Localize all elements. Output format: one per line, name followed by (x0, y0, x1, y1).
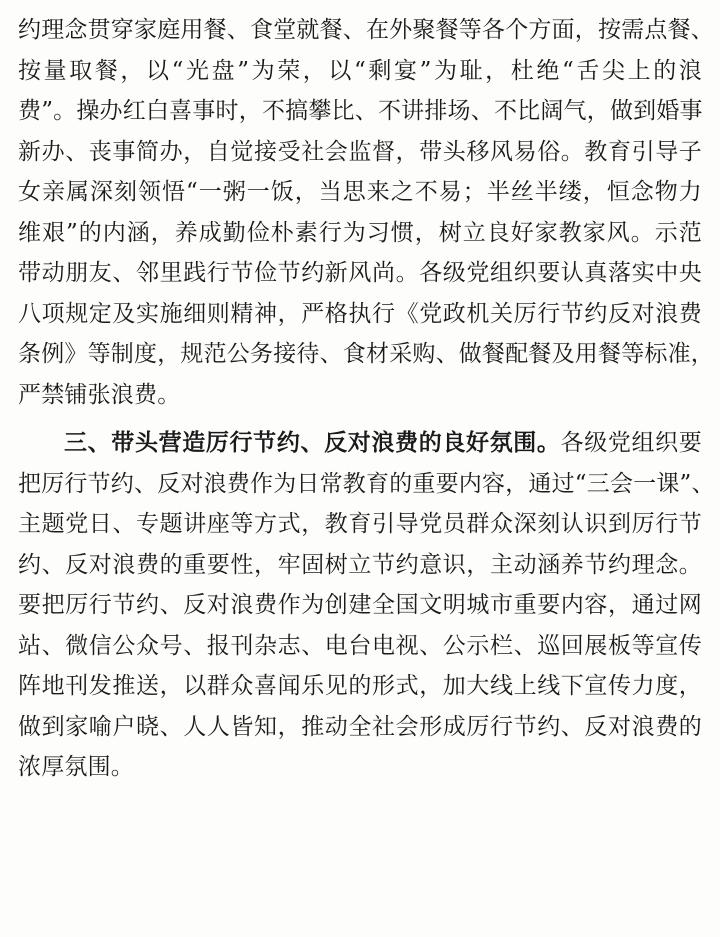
text-line: 费”。操办红白喜事时，不搞攀比、不讲排场、不比阔气，做到婚事 (18, 98, 703, 124)
text-line: 浓厚氛围。 (18, 754, 134, 780)
text-line: 严禁铺张浪费。 (18, 381, 181, 408)
text-line: 按量取餐，以“光盘”为荣，以“剩宴”为耻，杜绝“舌尖上的浪 (18, 57, 702, 84)
paragraph-2 (18, 423, 715, 788)
text-line: 带动朋友、邻里践行节俭节约新风尚。各级党组织要认真落实中央 (18, 260, 702, 286)
paragraph-1 (18, 10, 714, 415)
text-line: 主题党日、专题讲座等方式，教育引导党员群众深刻认识到厉行节 (18, 511, 702, 537)
text-line: 做到家喻户晓、人人皆知，推动全社会形成厉行节约、反对浪费的 (18, 713, 702, 740)
text-line: 把厉行节约、反对浪费作为日常教育的重要内容，通过“三会一课”、 (18, 470, 715, 497)
document-body (18, 10, 715, 788)
text-line: 要把厉行节约、反对浪费作为创建全国文明城市重要内容，通过网 (18, 592, 702, 618)
text-line: 条例》等制度，规范公务接待、食材采购、做餐配餐及用餐等标准， (18, 341, 714, 367)
heading-line-rest: 各级党组织要 (560, 430, 703, 456)
text-line: 女亲属深刻领悟“一粥一饭，当思来之不易；半丝半缕，恒念物力 (18, 179, 702, 205)
section-heading: 三、带头营造厉行节约、反对浪费的良好氛围。 (64, 429, 561, 456)
text-line: 阵地刊发推送，以群众喜闻乐见的形式，加大线上线下宣传力度， (18, 673, 702, 699)
text-line: 新办、丧事简办，自觉接受社会监督，带头移风易俗。教育引导子 (18, 138, 702, 165)
text-line: 约理念贯穿家庭用餐、食堂就餐、在外聚餐等各个方面，按需点餐、 (18, 17, 714, 43)
text-line: 八项规定及实施细则精神，严格执行《党政机关厉行节约反对浪费 (18, 300, 702, 327)
paragraph-gap (18, 415, 702, 423)
text-line: 维艰”的内涵，养成勤俭朴素行为习惯，树立良好家教家风。示范 (18, 219, 702, 246)
text-line: 站、微信公众号、报刊杂志、电台电视、公示栏、巡回展板等宣传 (18, 632, 702, 659)
text-line: 约、反对浪费的重要性，牢固树立节约意识，主动涵养节约理念。 (18, 551, 702, 578)
heading-line (18, 423, 702, 464)
